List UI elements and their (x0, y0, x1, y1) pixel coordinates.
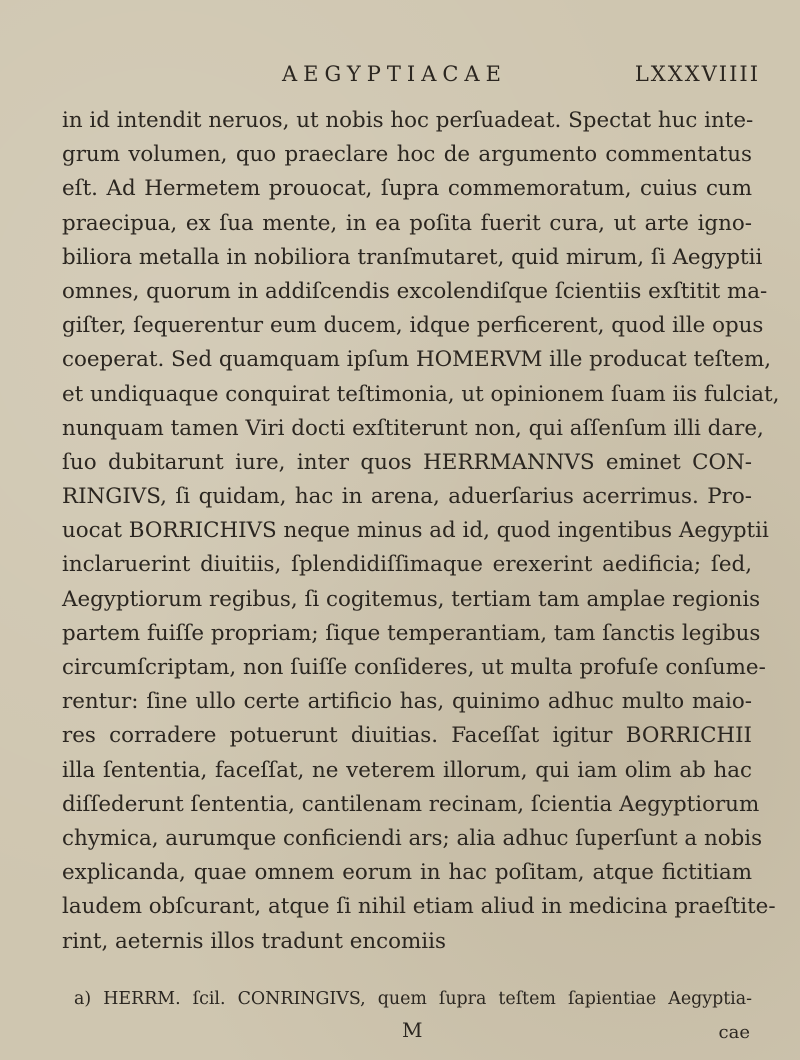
text-line: res corradere potuerunt diuitias. Faceſſat igitur BORRICHII (62, 723, 752, 749)
text-line: chymica, aurumque conficiendi ars; alia adhuc ſuperſunt a nobis (62, 825, 763, 851)
text-line: praecipua, ex ſua mente, in ea poſita fuerit cura, ut arte igno- (62, 210, 752, 236)
text-line: Aegyptiorum regibus, ſi cogitemus, tertiam tam amplae regionis (62, 586, 761, 612)
text-line: uocat BORRICHIVS neque minus ad id, quod ingentibus Aegyptii (62, 518, 769, 544)
text-line: rentur: ſine ullo certe artificio has, quinimo adhuc multo maio- (62, 689, 752, 715)
text-line: nunquam tamen Viri docti exſtiterunt non, qui aſſenſum illi dare, (62, 415, 764, 441)
text-line: rint, aeternis illos tradunt encomiis (62, 928, 446, 954)
text-line: partem fuiſſe propriam; ſique temperantiam, tam ſanctis legibus (62, 620, 761, 646)
text-line: in id intendit neruos, ut nobis hoc perſuadeat. Spectat huc inte- (62, 108, 754, 133)
catchword: cae (718, 1022, 750, 1043)
text-line: omnes, quorum in addiſcendis excolendiſque ſcientiis exſtitit ma- (62, 278, 768, 304)
running-title: AEGYPTIACAE (282, 62, 507, 86)
text-line: grum volumen, quo praeclare hoc de argumento commentatus (62, 142, 752, 168)
body-text (62, 104, 780, 959)
text-line: laudem obſcurant, atque ſi nihil etiam aliud in medicina praeſtite- (62, 894, 776, 920)
text-line: eſt. Ad Hermetem prouocat, ſupra commemoratum, cuius cum (62, 176, 752, 202)
signature-mark: M (402, 1018, 425, 1042)
page-number: LXXXVIIII (634, 62, 760, 86)
text-line: RINGIVS, ſi quidam, hac in arena, aduerſarius acerrimus. Pro- (62, 484, 752, 510)
page-header (60, 62, 760, 92)
text-line: inclaruerint diuitiis, ſplendidiſſimaque erexerint aedificia; ſed, (62, 552, 752, 578)
text-line: ſuo dubitarunt iure, inter quos HERRMANNVS eminet CON- (62, 449, 752, 475)
text-line: coeperat. Sed quamquam ipſum HOMERVM ille producat teſtem, (62, 347, 772, 373)
text-line: circumſcriptam, non ſuiſſe conſideres, ut multa profuſe conſume- (62, 655, 766, 680)
text-line: diſſederunt ſententia, cantilenam recinam, ſcientia Aegyptiorum (62, 791, 760, 817)
text-line: biliora metalla in nobiliora tranſmutaret, quid mirum, ſi Aegyptii (62, 244, 763, 270)
text-line: explicanda, quae omnem eorum in hac poſitam, atque fictitiam (62, 860, 752, 886)
text-line: et undiquaque conquirat teſtimonia, ut opinionem ſuam iis fulciat, (62, 381, 780, 407)
text-line: illa ſententia, faceſſat, ne veterem illorum, qui iam olim ab hac (62, 757, 752, 783)
footnote: a) HERRM. ſcil. CONRINGIVS, quem ſupra teſtem ſapientiae Aegyptia- (74, 989, 752, 1009)
text-line: giſter, ſequerentur eum ducem, idque perficerent, quod ille opus (62, 313, 764, 339)
